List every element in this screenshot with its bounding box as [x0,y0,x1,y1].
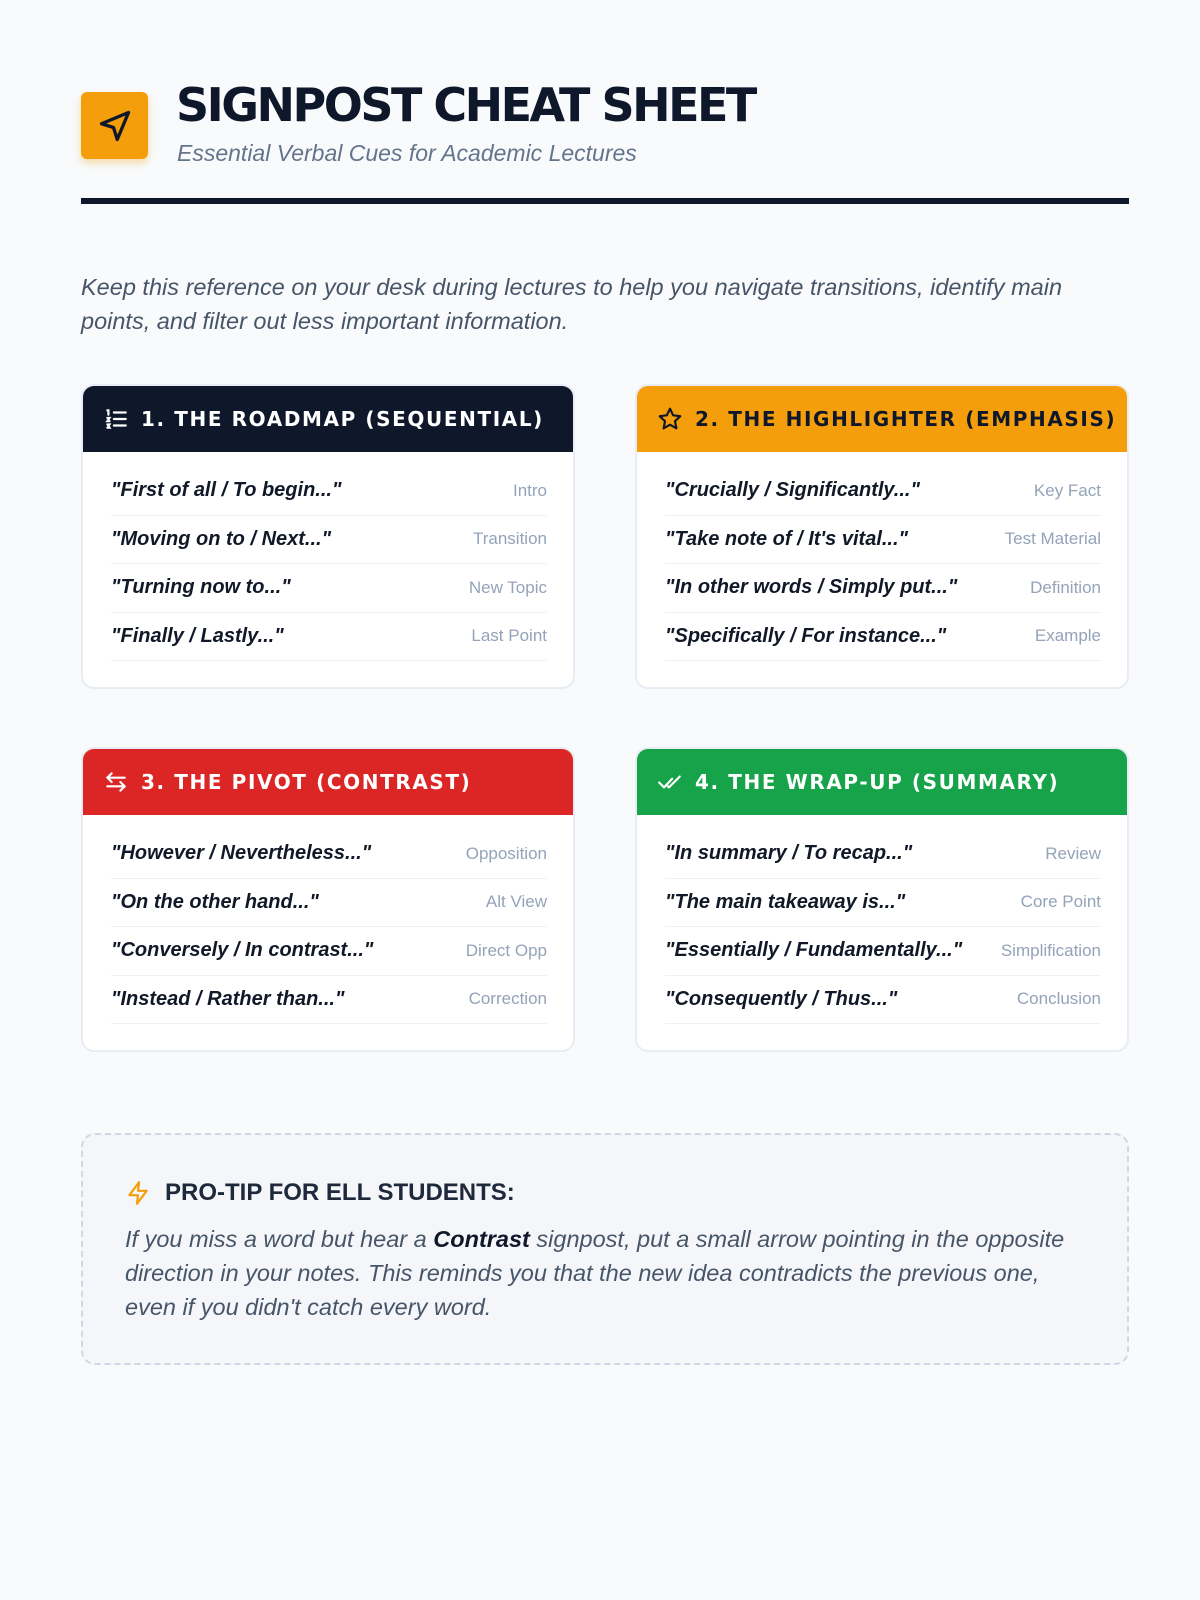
card-pivot [81,747,575,1052]
signpost-row [111,879,547,928]
signpost-tag: Core Point [1020,892,1101,912]
signpost-tag: Simplification [1000,940,1101,960]
signpost-phrase: "Take note of / It's vital..." [665,527,909,550]
card-wrap-up [635,747,1129,1052]
signpost-tag: New Topic [468,577,547,597]
signpost-list [83,452,573,661]
signpost-phrase: "Specifically / For instance..." [665,624,947,647]
signpost-row [111,613,547,662]
signpost-phrase: "The main takeaway is..." [665,890,906,913]
signpost-tag: Example [1034,626,1101,646]
signpost-row [111,516,547,565]
card-header [83,749,573,815]
signpost-list [637,452,1127,661]
signpost-phrase: "Crucially / Significantly..." [665,479,920,502]
paper-plane-icon [97,108,133,144]
signpost-tag: Direct Opp [465,940,547,960]
card-title: 3. THE PIVOT (CONTRAST) [141,770,472,794]
signpost-row [665,516,1101,565]
signpost-row [665,830,1101,879]
signpost-tag: Correction [468,989,547,1009]
logo-badge [81,92,148,159]
card-highlighter [635,384,1129,689]
signpost-row [665,927,1101,976]
star-icon [657,406,683,432]
signpost-phrase: "Finally / Lastly..." [111,624,284,647]
signpost-phrase: "On the other hand..." [111,890,319,913]
signpost-row [111,564,547,613]
intro-text: Keep this reference on your desk during lectures to help you navigate transitions, identify main points, and filter out less important information. [81,274,1063,334]
signpost-phrase: "Turning now to..." [111,576,291,599]
pro-tip-box [81,1133,1129,1365]
signpost-row [665,467,1101,516]
lightning-icon [125,1180,151,1206]
signpost-row [111,976,547,1025]
signpost-list [637,815,1127,1024]
signpost-tag: Intro [512,480,547,500]
signpost-tag: Transition [472,529,547,549]
signpost-phrase: "Essentially / Fundamentally..." [665,939,963,962]
pro-tip-text [125,1222,1075,1324]
signpost-phrase: "Conversely / In contrast..." [111,939,374,962]
card-title: 4. THE WRAP-UP (SUMMARY) [695,770,1060,794]
pro-tip-text-end: signpost, put a small arrow pointing in the opposite direction in your notes. This reminds you that the new idea contradicts the previous one, even if you didn't catch every word. [125,1226,1065,1320]
signpost-row [111,927,547,976]
header-divider [81,198,1129,204]
signpost-tag: Definition [1030,577,1101,597]
numbered-list-icon [103,406,129,432]
signpost-row [665,564,1101,613]
page-title: SIGNPOST CHEAT SHEET [176,78,755,132]
swap-arrows-icon [103,769,129,795]
pro-tip-keyword: Contrast [433,1226,530,1252]
card-roadmap [81,384,575,689]
pro-tip-text-start: If you miss a word but hear a [125,1226,434,1252]
signpost-row [665,879,1101,928]
signpost-phrase: "Consequently / Thus..." [665,987,898,1010]
signpost-tag: Conclusion [1016,989,1101,1009]
card-header [637,386,1127,452]
signpost-tag: Opposition [465,843,547,863]
card-title: 1. THE ROADMAP (SEQUENTIAL) [141,407,544,431]
signpost-phrase: "Moving on to / Next..." [111,527,332,550]
signpost-row [111,830,547,879]
signpost-row [665,976,1101,1025]
signpost-phrase: "First of all / To begin..." [111,479,342,502]
pro-tip-title: PRO-TIP FOR ELL STUDENTS: [165,1179,515,1206]
signpost-phrase: "In other words / Simply put..." [665,576,958,599]
pro-tip-heading [125,1179,515,1207]
card-header [637,749,1127,815]
card-header [83,386,573,452]
signpost-tag: Test Material [1004,529,1101,549]
signpost-list [83,815,573,1024]
double-check-icon [657,769,683,795]
signpost-row [111,467,547,516]
signpost-tag: Last Point [471,626,547,646]
signpost-phrase: "However / Nevertheless..." [111,842,372,865]
signpost-tag: Key Fact [1033,480,1101,500]
signpost-row [665,613,1101,662]
signpost-tag: Review [1045,843,1101,863]
signpost-phrase: "In summary / To recap..." [665,842,913,865]
signpost-phrase: "Instead / Rather than..." [111,987,345,1010]
page-subtitle: Essential Verbal Cues for Academic Lectures [177,140,637,166]
signpost-tag: Alt View [485,892,547,912]
card-title: 2. THE HIGHLIGHTER (EMPHASIS) [695,407,1117,431]
